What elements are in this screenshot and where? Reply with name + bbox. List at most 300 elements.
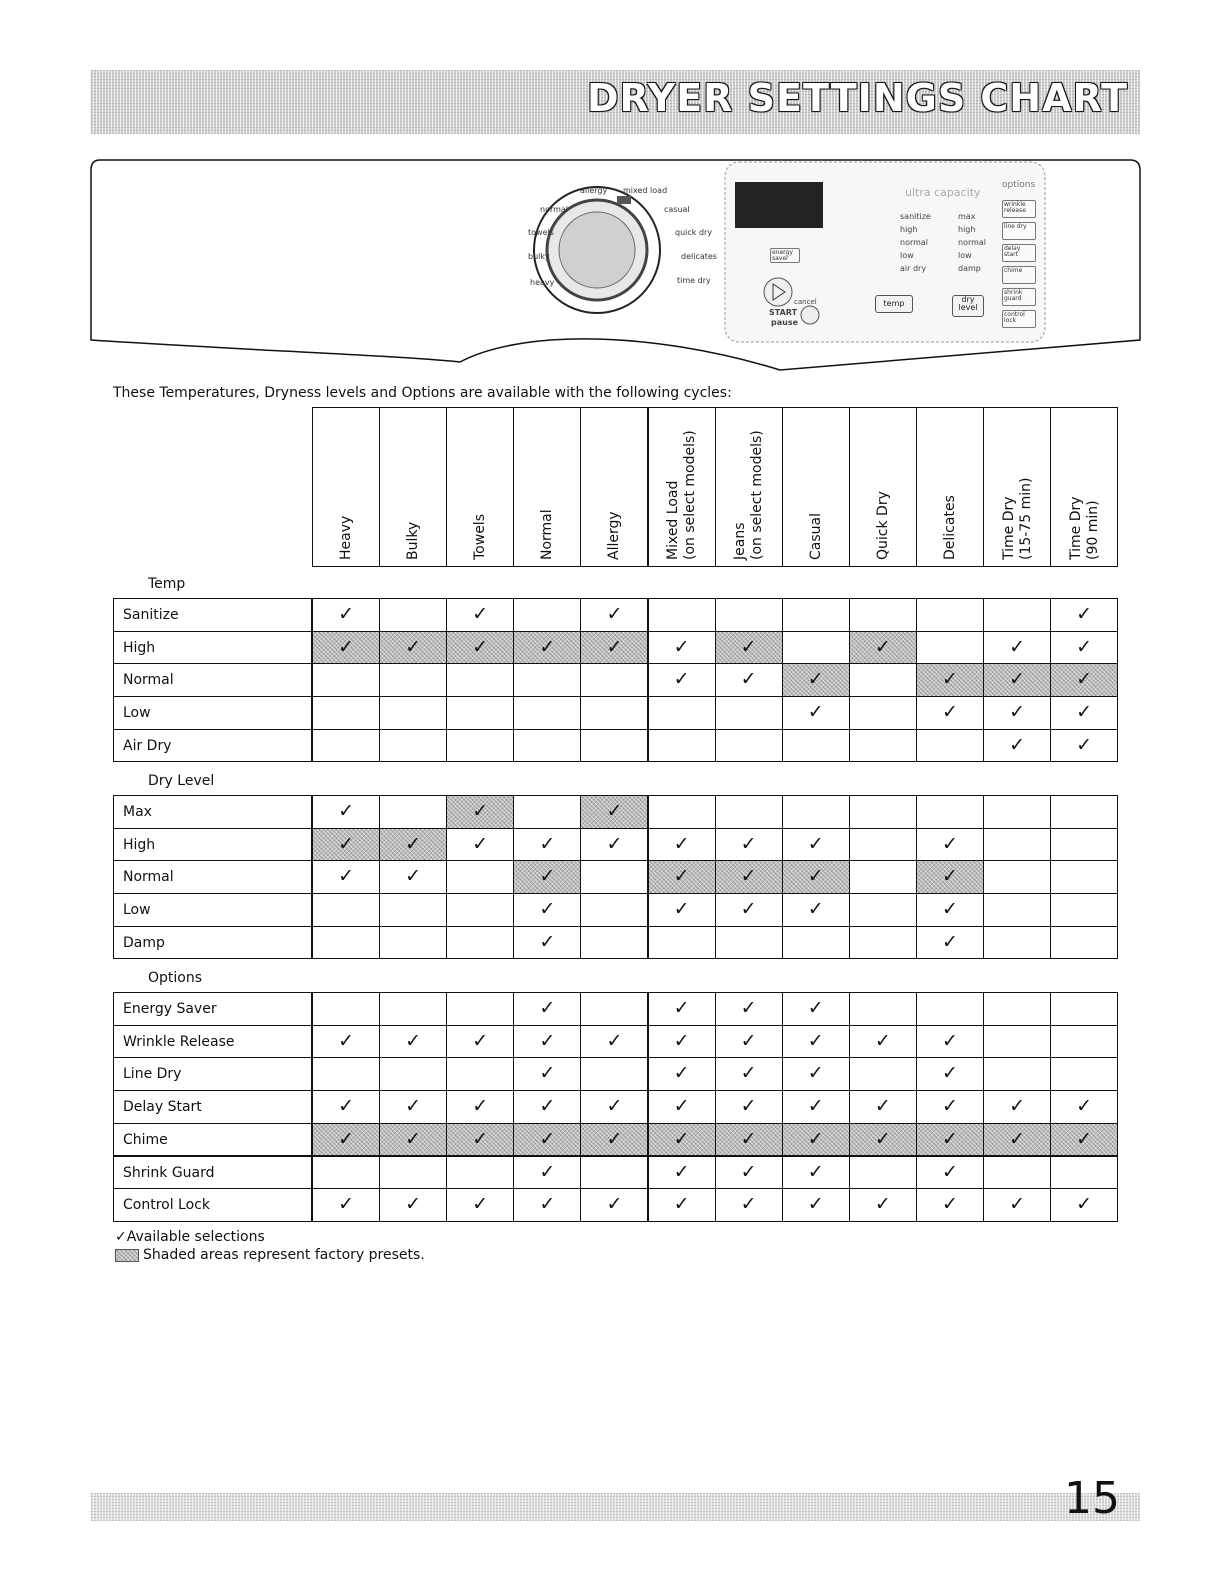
check-icon: ✓ (539, 635, 556, 658)
check-icon: ✓ (472, 1193, 489, 1216)
check-icon: ✓ (1076, 635, 1093, 658)
check-icon: ✓ (673, 832, 690, 855)
brand-label: ultra capacity (905, 186, 981, 199)
table-cell (983, 696, 1051, 730)
check-icon: ✓ (405, 1095, 422, 1118)
table-cell (513, 1025, 581, 1059)
check-icon: ✓ (338, 1193, 354, 1216)
table-cell (379, 696, 447, 730)
column-header-line: Heavy (338, 515, 355, 560)
preset-cell (1050, 663, 1118, 697)
check-icon: ✓ (740, 1127, 757, 1150)
check-icon: ✓ (1009, 733, 1025, 756)
table-cell (312, 1156, 380, 1190)
table-cell (983, 926, 1051, 960)
column-header-line: Normal (539, 509, 556, 560)
check-icon: ✓ (405, 1029, 422, 1052)
shrink-guard-button[interactable]: shrink guard (1002, 288, 1036, 306)
check-icon: ✓ (1076, 1193, 1093, 1216)
table-cell (312, 696, 380, 730)
table-cell (715, 926, 783, 960)
row-label: Normal (113, 663, 312, 697)
check-icon: ✓ (539, 865, 556, 888)
table-cell (849, 1156, 917, 1190)
row-label: Air Dry (113, 729, 312, 763)
table-cell (782, 1156, 850, 1190)
column-header (983, 407, 1051, 567)
check-icon: ✓ (539, 1193, 556, 1216)
table-cell (379, 992, 447, 1026)
preset-cell (446, 1123, 514, 1157)
table-cell (446, 860, 514, 894)
column-header (580, 407, 648, 567)
page-number: 15 (1064, 1473, 1120, 1524)
table-cell (782, 926, 850, 960)
table-cell (580, 1188, 648, 1222)
table-cell (782, 1188, 850, 1222)
table-cell (446, 893, 514, 927)
table-cell (648, 1025, 716, 1059)
pause-label: pause (771, 318, 799, 327)
control-lock-button[interactable]: control lock (1002, 310, 1036, 328)
section-label: Dry Level (148, 773, 215, 789)
table-cell (580, 696, 648, 730)
table-cell (513, 1188, 581, 1222)
preset-cell (379, 1123, 447, 1157)
table-cell (580, 828, 648, 862)
table-cell (782, 1057, 850, 1091)
table-cell (312, 926, 380, 960)
check-icon: ✓ (874, 1193, 891, 1216)
check-icon: ✓ (1009, 1095, 1025, 1118)
table-cell (513, 992, 581, 1026)
row-label: Normal (113, 860, 312, 894)
table-cell (916, 631, 984, 665)
section-label: Temp (148, 576, 186, 592)
check-icon: ✓ (874, 1095, 891, 1118)
dial-label-heavy: heavy (530, 278, 555, 287)
check-icon: ✓ (1009, 668, 1025, 691)
check-icon: ✓ (405, 1193, 422, 1216)
check-icon: ✓ (539, 930, 556, 953)
table-cell (446, 1156, 514, 1190)
table-cell (916, 992, 984, 1026)
temp-button[interactable]: temp (875, 295, 913, 313)
check-icon: ✓ (405, 865, 422, 888)
row-label: Line Dry (113, 1057, 312, 1091)
section-label: Options (148, 970, 203, 986)
dial-label-delicates: delicates (681, 252, 717, 261)
table-cell (379, 926, 447, 960)
preset-cell (580, 795, 648, 829)
table-cell (983, 828, 1051, 862)
preset-cell (782, 1123, 850, 1157)
table-cell (446, 1188, 514, 1222)
check-icon: ✓ (807, 832, 824, 855)
table-cell (1050, 729, 1118, 763)
check-icon: ✓ (1076, 733, 1093, 756)
table-cell (916, 1090, 984, 1124)
table-cell (580, 926, 648, 960)
check-icon: ✓ (1009, 1193, 1025, 1216)
check-icon: ✓ (539, 1029, 556, 1052)
table-cell (1050, 1057, 1118, 1091)
table-cell (379, 893, 447, 927)
column-header (379, 407, 447, 567)
dry-level-button[interactable]: dry level (952, 295, 984, 317)
table-cell (379, 795, 447, 829)
column-header-line: Time Dry (1000, 496, 1017, 560)
table-cell (648, 926, 716, 960)
table-cell (849, 992, 917, 1026)
check-icon: ✓ (606, 800, 623, 822)
table-cell (1050, 1090, 1118, 1124)
check-icon: ✓ (807, 1193, 824, 1216)
table-cell (312, 1188, 380, 1222)
preset-cell (1050, 1123, 1118, 1157)
table-cell (648, 1057, 716, 1091)
table-cell (715, 1057, 783, 1091)
row-label: Energy Saver (113, 992, 312, 1026)
check-icon: ✓ (941, 668, 958, 691)
wrinkle-release-button[interactable]: wrinkle release (1002, 200, 1036, 218)
legend-available-text: Available selections (126, 1229, 265, 1245)
column-header-label (732, 430, 766, 560)
row-label: Control Lock (113, 1188, 312, 1222)
check-icon: ✓ (338, 800, 354, 822)
check-icon: ✓ (740, 865, 757, 888)
table-cell (580, 860, 648, 894)
chime-button[interactable]: chime (1002, 266, 1036, 284)
table-cell (379, 1188, 447, 1222)
table-cell (446, 1025, 514, 1059)
column-header (916, 407, 984, 567)
table-cell (849, 926, 917, 960)
column-header-line: (on select models) (682, 430, 699, 560)
check-icon: ✓ (740, 635, 757, 658)
table-cell (983, 860, 1051, 894)
row-label: Damp (113, 926, 312, 960)
table-cell (715, 1025, 783, 1059)
table-cell (782, 893, 850, 927)
table-cell (312, 1090, 380, 1124)
column-header-line: Mixed Load (665, 480, 682, 560)
table-cell (648, 598, 716, 632)
column-header-line: Jeans (732, 522, 749, 560)
table-cell (513, 926, 581, 960)
shaded-swatch-icon (115, 1249, 139, 1262)
table-cell (446, 828, 514, 862)
table-cell (782, 598, 850, 632)
table-cell (916, 696, 984, 730)
table-cell (782, 828, 850, 862)
check-icon: ✓ (1076, 1127, 1093, 1150)
dry-list-item: max (958, 212, 976, 221)
table-cell (312, 598, 380, 632)
temp-list-item: low (900, 251, 914, 260)
table-cell (580, 1090, 648, 1124)
dry-list-item: high (958, 225, 976, 234)
preset-cell (648, 860, 716, 894)
table-cell (983, 1090, 1051, 1124)
table-cell (983, 992, 1051, 1026)
check-icon: ✓ (941, 701, 958, 724)
check-icon: ✓ (941, 930, 958, 953)
check-icon: ✓ (740, 1193, 757, 1216)
check-icon: ✓ (807, 701, 824, 724)
check-icon: ✓ (673, 1160, 690, 1183)
column-header-label (941, 495, 958, 560)
table-cell (916, 1025, 984, 1059)
table-cell (379, 1090, 447, 1124)
table-cell (715, 696, 783, 730)
check-icon: ✓ (941, 1029, 958, 1052)
options-heading: options (1002, 180, 1036, 190)
column-header-line: Towels (472, 514, 489, 560)
table-cell (648, 1156, 716, 1190)
check-icon: ✓ (740, 1095, 757, 1118)
table-cell (446, 598, 514, 632)
table-cell (782, 1090, 850, 1124)
preset-cell (513, 1123, 581, 1157)
table-cell (849, 696, 917, 730)
row-label: Low (113, 893, 312, 927)
check-icon: ✓ (673, 635, 690, 658)
table-cell (379, 1156, 447, 1190)
column-header-line: (90 min) (1084, 500, 1101, 560)
intro-text: These Temperatures, Dryness levels and Options are available with the following cycles: (113, 385, 732, 401)
check-icon: ✓ (1009, 701, 1025, 724)
preset-cell (513, 860, 581, 894)
preset-cell (849, 631, 917, 665)
table-cell (513, 729, 581, 763)
table-cell (715, 598, 783, 632)
column-header-label (405, 521, 422, 560)
check-icon: ✓ (673, 1193, 690, 1216)
check-icon: ✓ (405, 1127, 422, 1150)
column-header-line: Casual (807, 513, 824, 560)
dial-label-mixed-load: mixed load (623, 186, 668, 195)
table-cell (312, 663, 380, 697)
dial-label-quick-dry: quick dry (675, 228, 713, 237)
table-cell (312, 1057, 380, 1091)
check-icon: ✓ (472, 635, 489, 658)
check-icon: ✓ (740, 1062, 757, 1085)
table-cell (983, 893, 1051, 927)
preset-cell (446, 795, 514, 829)
column-header-label (338, 515, 355, 560)
line-dry-button[interactable]: line dry (1002, 222, 1036, 240)
table-cell (983, 795, 1051, 829)
table-cell (983, 1156, 1051, 1190)
table-cell (983, 729, 1051, 763)
table-cell (446, 992, 514, 1026)
energy-saver-button[interactable]: energy saver (770, 248, 800, 263)
table-cell (648, 1188, 716, 1222)
table-cell (715, 893, 783, 927)
cancel-label: cancel (794, 298, 817, 306)
check-icon: ✓ (606, 1127, 623, 1150)
preset-cell (580, 1123, 648, 1157)
table-cell (916, 598, 984, 632)
preset-cell (446, 631, 514, 665)
table-cell (513, 696, 581, 730)
check-icon: ✓ (941, 1062, 958, 1085)
dial-label-allergy: allergy (580, 186, 608, 195)
check-icon: ✓ (807, 1095, 824, 1118)
table-cell (849, 598, 917, 632)
preset-cell (983, 663, 1051, 697)
table-cell (715, 795, 783, 829)
check-icon: ✓ (740, 832, 757, 855)
table-cell (983, 598, 1051, 632)
preset-cell (916, 663, 984, 697)
temp-list-item: air dry (900, 264, 927, 273)
table-cell (513, 1090, 581, 1124)
check-icon: ✓ (941, 832, 958, 855)
legend-available (115, 1228, 425, 1246)
check-icon: ✓ (606, 1095, 623, 1118)
column-header-line: Bulky (405, 521, 422, 560)
check-icon: ✓ (941, 1160, 958, 1183)
check-icon: ✓ (673, 1062, 690, 1085)
table-cell (648, 729, 716, 763)
check-icon: ✓ (472, 832, 489, 855)
table-cell (312, 992, 380, 1026)
check-icon: ✓ (405, 832, 422, 855)
check-icon: ✓ (807, 1127, 824, 1150)
preset-cell (715, 860, 783, 894)
check-icon: ✓ (606, 832, 623, 855)
check-icon: ✓ (472, 800, 489, 822)
table-cell (1050, 828, 1118, 862)
check-icon: ✓ (740, 1029, 757, 1052)
temp-list-item: high (900, 225, 918, 234)
check-icon: ✓ (338, 603, 354, 625)
check-icon: ✓ (673, 1029, 690, 1052)
table-cell (580, 992, 648, 1026)
table-cell (849, 1057, 917, 1091)
column-header (715, 407, 783, 567)
column-header-line: Time Dry (1067, 496, 1084, 560)
table-cell (648, 828, 716, 862)
table-cell (446, 696, 514, 730)
column-header (446, 407, 514, 567)
column-header (782, 407, 850, 567)
table-cell (782, 729, 850, 763)
preset-cell (513, 631, 581, 665)
table-cell (312, 729, 380, 763)
column-header-label (874, 491, 891, 560)
column-header (513, 407, 581, 567)
check-icon: ✓ (807, 1029, 824, 1052)
table-cell (580, 598, 648, 632)
row-label: Sanitize (113, 598, 312, 632)
dial-label-time-dry: time dry (677, 276, 711, 285)
legend (115, 1228, 425, 1264)
check-icon: ✓ (1076, 701, 1093, 724)
column-header-label (807, 513, 824, 560)
check-icon: ✓ (338, 1127, 354, 1150)
check-icon: ✓ (874, 635, 891, 658)
start-label: START (769, 308, 798, 317)
check-icon: ✓ (941, 1127, 958, 1150)
table-cell (580, 729, 648, 763)
column-header-line: Quick Dry (874, 491, 891, 560)
table-cell (379, 598, 447, 632)
check-icon: ✓ (807, 1062, 824, 1085)
check-icon: ✓ (472, 603, 489, 625)
delay-start-button[interactable]: delay start (1002, 244, 1036, 262)
table-cell (916, 828, 984, 862)
footer-bar (90, 1473, 1140, 1524)
row-label: Max (113, 795, 312, 829)
table-cell (580, 1057, 648, 1091)
table-cell (312, 795, 380, 829)
page-title: DRYER SETTINGS CHART (586, 76, 1128, 120)
check-icon: ✓ (740, 997, 757, 1019)
check-icon: ✓ (807, 898, 824, 921)
column-header (849, 407, 917, 567)
row-label: Wrinkle Release (113, 1025, 312, 1059)
table-cell (1050, 631, 1118, 665)
table-cell (312, 1025, 380, 1059)
check-icon: ✓ (1076, 603, 1093, 625)
table-cell (916, 1156, 984, 1190)
table-cell (513, 893, 581, 927)
preset-cell (916, 860, 984, 894)
preset-cell (312, 1123, 380, 1157)
column-header (1050, 407, 1118, 567)
table-cell (715, 1090, 783, 1124)
table-cell (849, 729, 917, 763)
table-cell (446, 663, 514, 697)
temp-list-item: sanitize (900, 212, 931, 221)
table-cell (782, 795, 850, 829)
check-icon: ✓ (338, 1029, 354, 1052)
table-cell (648, 992, 716, 1026)
column-header-label (1000, 477, 1034, 560)
table-cell (1050, 860, 1118, 894)
table-cell (782, 631, 850, 665)
table-cell (648, 795, 716, 829)
column-header-line: (15-75 min) (1017, 477, 1034, 560)
check-icon: ✓ (539, 1095, 556, 1118)
table-cell (715, 828, 783, 862)
check-icon: ✓ (740, 668, 757, 691)
dial-label-bulky: bulky (528, 252, 550, 261)
check-icon: ✓ (338, 635, 354, 658)
table-cell (715, 1188, 783, 1222)
check-icon: ✓ (539, 832, 556, 855)
table-cell (849, 1188, 917, 1222)
legend-shaded-text: Shaded areas represent factory presets. (143, 1247, 425, 1263)
table-cell (983, 1188, 1051, 1222)
check-icon: ✓ (673, 1095, 690, 1118)
row-label: High (113, 828, 312, 862)
preset-cell (782, 860, 850, 894)
table-cell (446, 926, 514, 960)
table-cell (513, 1156, 581, 1190)
dial-label-towels: towels (528, 228, 554, 237)
check-icon: ✓ (807, 997, 824, 1019)
table-cell (715, 663, 783, 697)
table-cell (648, 893, 716, 927)
preset-cell (379, 631, 447, 665)
check-icon: ✓ (1076, 1095, 1093, 1118)
dry-list-item: normal (958, 238, 987, 247)
table-cell (983, 1057, 1051, 1091)
